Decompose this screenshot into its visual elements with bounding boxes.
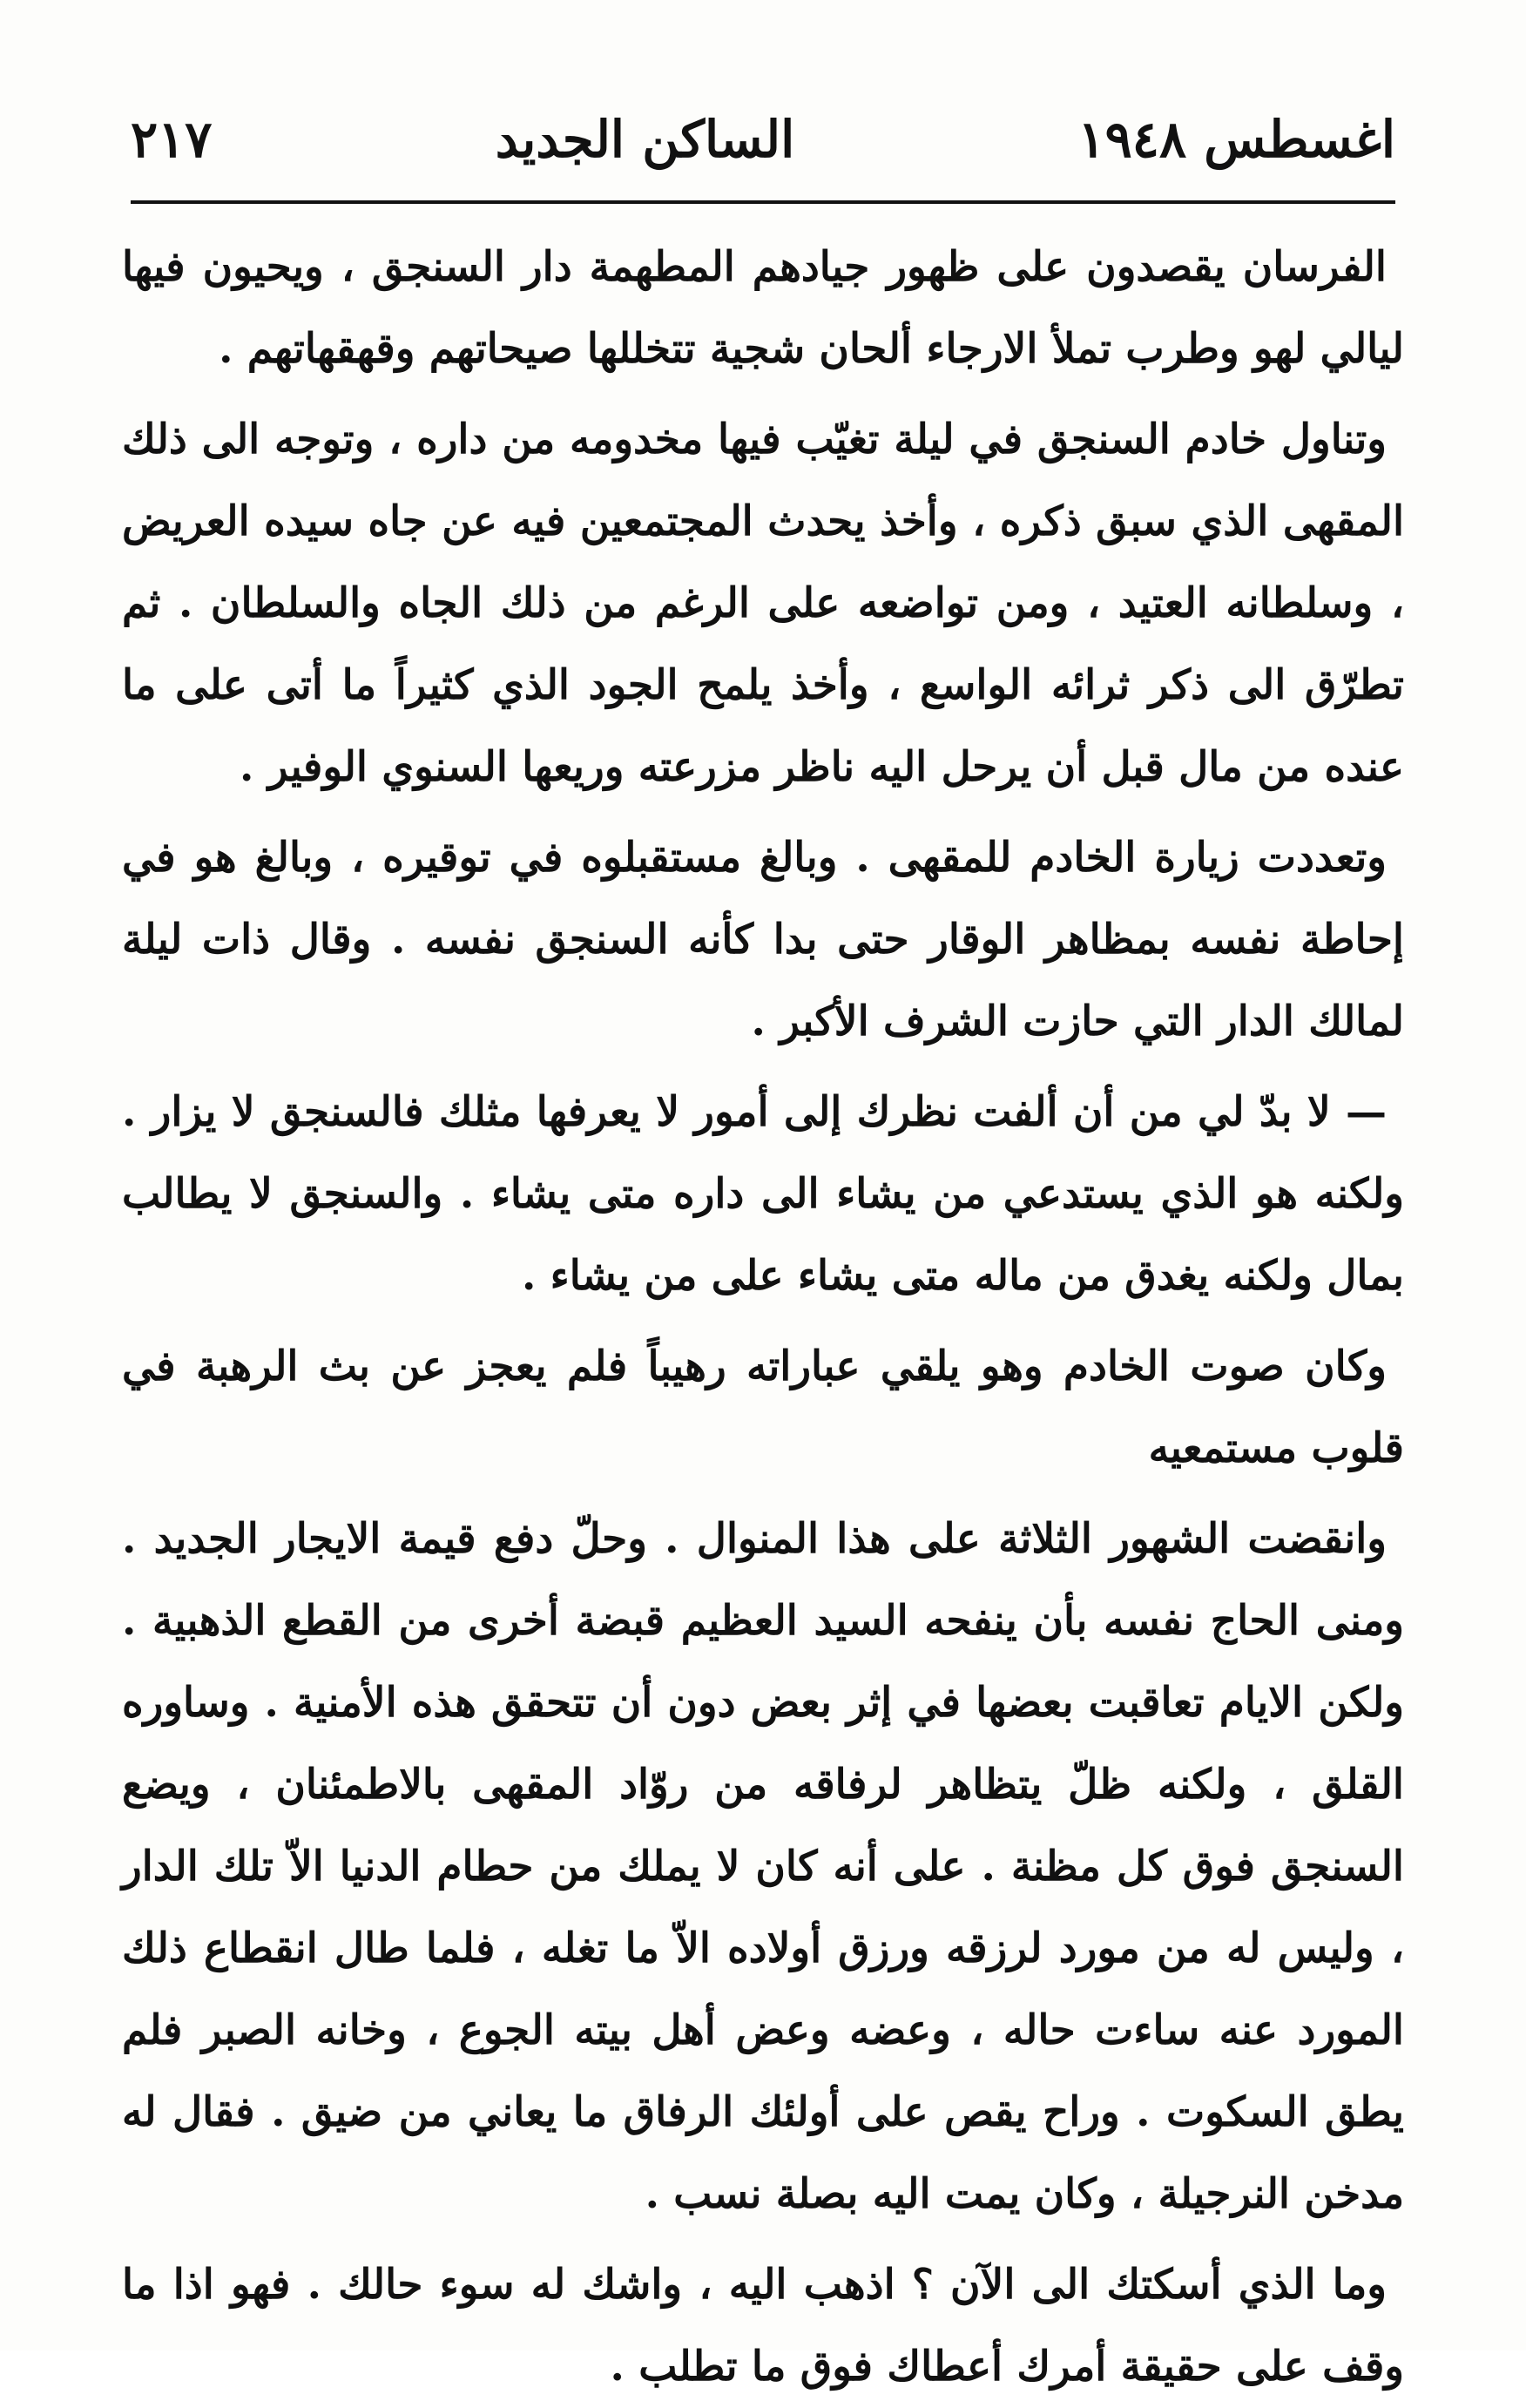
paragraph-2: وتناول خادم السنجق في ليلة تغيّب فيها مخدومه من داره ، وتوجه الى ذلك المقهى الذي سبق ذكره ، وأخذ يحدث المجتمعين فيه عن جاه سيده العريض ، وسلطانه العتيد ، ومن تواضعه على الرغم من ذلك الجاه والسلطان . ثم تطرّق الى ذكر ثرائه الواسع ، وأخذ يلمح الجود الذي كثيراً ما أتى على ما عنده من مال قبل أن يرحل اليه ناظر مزرعته وريعها السنوي الوفير .	[122, 416, 1404, 791]
paragraph-6: وانقضت الشهور الثلاثة على هذا المنوال . وحلّ دفع قيمة الايجار الجديد . ومنى الحاج نفسه بأن ينفحه السيد العظيم قبضة أخرى من القطع الذهبية . ولكن الايام تعاقبت بعضها في إثر بعض دون أن تتحقق هذه الأمنية . وساوره القلق ، ولكنه ظلّ يتظاهر لرفاقه من روّاد المقهى بالاطمئنان ، ويضع السنجق فوق كل مظنة . على أنه كان لا يملك من حطام الدنيا الاّ تلك الدار ، وليس له من مورد لرزقه ورزق أولاده الاّ ما تغله ، فلما طال انقطاع ذلك المورد عنه ساءت حاله ، وعضه وعض أهل بيته الجوع ، وخانه الصبر فلم يطق السكوت . وراح يقص على أولئك الرفاق ما يعاني من ضيق . فقال له مدخن النرجيلة ، وكان يمت اليه بصلة نسب .	[122, 1515, 1404, 2218]
header-divider	[131, 200, 1395, 204]
page-number: ٢١٧	[131, 110, 213, 169]
body-text	[122, 227, 1404, 2391]
paragraph-3: وتعددت زيارة الخادم للمقهى . وبالغ مستقبلوه في توقيره ، وبالغ هو في إحاطة نفسه بمظاهر الوقار حتى بدا كأنه السنجق نفسه . وقال ذات ليلة لمالك الدار التي حازت الشرف الأكبر .	[122, 834, 1404, 1045]
header-title: الساكن الجديد	[495, 110, 795, 169]
paragraph-7: وما الذي أسكتك الى الآن ؟ اذهب اليه ، واشك له سوء حالك . فهو اذا ما وقف على حقيقة أمرك أعطاك فوق ما تطلب .	[122, 2261, 1404, 2391]
paragraph-5: وكان صوت الخادم وهو يلقي عباراته رهيباً فلم يعجز عن بث الرهبة في قلوب مستمعيه	[122, 1343, 1404, 1472]
paragraph-1: الفرسان يقصدون على ظهور جيادهم المطهمة دار السنجق ، ويحيون فيها ليالي لهو وطرب تملأ الارجاء ألحان شجية تتخللها صيحاتهم وقهقهاتهم .	[122, 243, 1404, 373]
header-date: اغسطس ١٩٤٨	[1077, 110, 1395, 169]
paragraph-4: — لا بدّ لي من أن ألفت نظرك إلى أمور لا يعرفها مثلك فالسنجق لا يزار . ولكنه هو الذي يستدعي من يشاء الى داره متى يشاء . والسنجق لا يطالب بمال ولكنه يغدق من ماله متى يشاء على من يشاء .	[122, 1088, 1404, 1300]
running-header	[131, 105, 1395, 174]
